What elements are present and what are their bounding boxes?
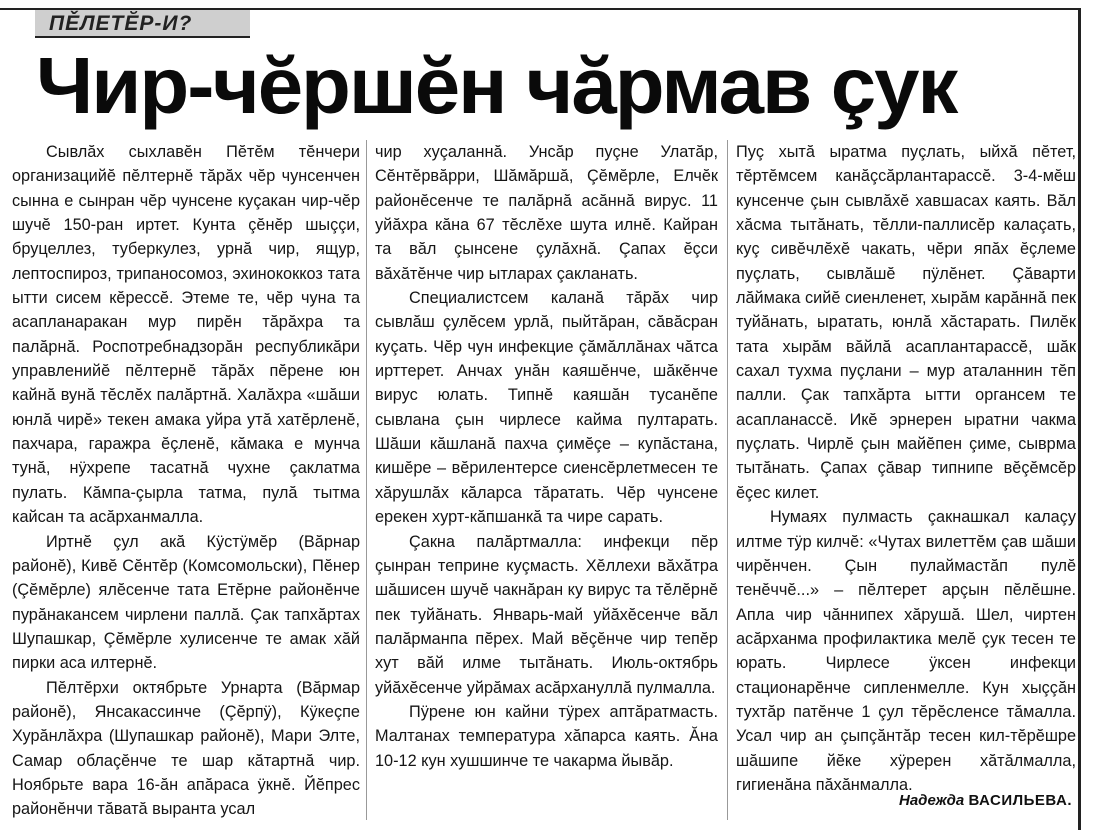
paragraph: Нумаях пулмасть çакнашкал калаçу илтме тÿр килчĕ: «Чутах вилеттĕм çав шăши чирĕнчен. Çын пулаймастăп пулĕ тенĕччĕ...» – пĕлтерет арçын пĕлĕшне. Апла чир чăннипех хăрушă. Шел, чиртен асăрханма профилактика мелĕ çук тесен те юрать. Чирлесе ÿксен инфекци стационарĕнче сипленмелле. Кун хыççăн тухтăр патĕнче 1 çул тĕрĕсленсе тăмалла. Усал чир ан çыпçăнтăр тесен кил-тĕрĕшре шăшипе йĕке хÿререн хăтăлмалла, гигиенăна пăхăнмалла. [736, 508, 1076, 794]
paragraph: чир хуçаланнă. Унсăр пуçне Улатăр, Сĕнтĕрвăрри, Шăмăршă, Çĕмĕрле, Елчĕк районĕсенче те палăрнă асăннă вирус. 11 уйăхра кăна 67 тĕслĕхе шута илнĕ. Кайран та вăл çынсене çулăхнă. Çапах ĕçси вăхăтĕнче чир ытларах çакланать. [375, 143, 718, 283]
paragraph: Пÿрене юн кайни тÿрех аптăратмасть. Малтанах температура хăпарса каять. Ăна 10-12 кун хушшинче те чакарма йывăр. [375, 702, 718, 770]
paragraph: Иртнĕ çул акă Кÿстÿмĕр (Вăрнар районĕ), Кивĕ Сĕнтĕр (Комсомольски), Пĕнер (Çĕмĕрле) ялĕсенче тата Етĕрне районĕнче пурăнакансем чирлени паллă. Çак тапхăртах Шупашкар, Çĕмĕрле хулисенче те амак хăй пирки аса илтернĕ. [12, 532, 360, 673]
author-first-name: Надежда [899, 792, 965, 809]
column-divider [366, 140, 367, 820]
author-last-name: ВАСИЛЬЕВА. [968, 792, 1072, 809]
rubric-label: ПĚЛЕТĔР-И? [49, 12, 193, 35]
article-column-2 [375, 140, 718, 773]
paragraph: Пуç хытă ыратма пуçлать, ыйхă пĕтет, тĕртĕмсем канăçсăрлантарассĕ. 3-4-мĕш кунсенче çын сывлăхĕ хавшасах каять. Вăл хăсма тытăнать, тĕлли-паллисĕр калаçать, куç сивĕчлĕхĕ чакать, чĕри япăх ĕçлеме пуçлать, сывлăшĕ пÿлĕнет. Çăварти лăймака сийĕ сиенленет, хырăм карăннă пек туйăнать, ыратать, юнлă хăстарать. Пилĕк тата хырăм вăйлă асаплантарассĕ, шăк сахал тухма пуçлани – мур аталаннин тĕп палли. Çак тапхăрта ытти органсем те асапланассĕ. Икĕ эрнерен ыратни чакма пуçлать. Чирлĕ çын майĕпен çиме, сыврма тытăнать. Çапах çăвар типнипе вĕçĕмсĕр ĕçес килет. [736, 143, 1076, 502]
article-column-3 [736, 140, 1076, 797]
paragraph: Пĕлтĕрхи октябрьте Урнарта (Вăрмар районĕ), Янсакассинче (Çĕрпÿ), Кÿкеçпе Хурăнлăхра (Шупашкар районĕ), Мари Элте, Самар облаçĕнче те шар кăтартнă чир. Ноябрьте вара 16-ăн апăраса ÿкнĕ. Йĕпрес районĕнчи тăватă выранта усал [12, 678, 360, 819]
headline: Чир-чĕршĕн чăрмав çук [36, 41, 957, 130]
paragraph: Специалистсем каланă тăрăх чир сывлăш çулĕсем урлă, пыйтăран, сăвăсран куçать. Чĕр чун инфекцие çăмăллăнах чăтса ирттерет. Анчах унăн каяшĕнче, шăкĕнче вирус юлать. Типнĕ каяшăн тусанĕпе сывлана çын чирлесе кайма пултарать. Шăши кăшланă пахча çимĕçе – купăстана, кишĕре – вĕрилентерсе сиенсĕрлетмесен те хăрушлăх кăларса тăратать. Чĕр чунсене ерекен хурт-кăпшанкă та чире сарать. [375, 289, 718, 527]
author-signature [850, 792, 1072, 809]
paragraph: Çакна палăртмалла: инфекци пĕр çынран теприне куçмасть. Хĕллехи вăхăтра шăшисен шучĕ чакнăран ку вирус та тĕлĕрнĕ пек туйăнать. Январь-май уйăхĕсенче вăл палăрманпа пĕрех. Май вĕçĕнче чир тепĕр хут вăй илме тытăнать. Июль-октябрь уйăхĕсенче уйрăмах асăрхануллă пулмалла. [375, 532, 718, 697]
column-divider [727, 140, 728, 820]
article-column-1 [12, 140, 360, 822]
paragraph: Сывлăх сыхлавĕн Пĕтĕм тĕнчери организацийĕ пĕлтернĕ тăрăх чĕр чунсенчен сынна е сынран чĕр чунсене куçакан чир-чĕр шучĕ 150-ран иртет. Кунта çĕнĕр шыççи, бруцеллез, туберкулез, урнă чир, ящур, лептоспироз, трипаносомоз, эхинококкоз тата ытти сисем кĕрессĕ. Этеме те, чĕр чуна та асапланаракан мур пирĕн тăрăхра та палăрнă. Роспотребнадзорăн республикăри управленийĕ пĕлтернĕ тăрăх пĕрене юн кайнă вунă тĕслĕх палăртнă. Халăхра «шăши юнлă чирĕ» текен амака уйра утă хатĕрленĕ, пахчара, гаражра ĕçленĕ, кăмака е мунча тунă, нÿхрепе тасатнă чухне çаклатма пулать. Кăмпа-çырла татма, пулă тытма кайсан та асăрханмалла. [12, 143, 360, 527]
rubric-box [35, 10, 250, 38]
